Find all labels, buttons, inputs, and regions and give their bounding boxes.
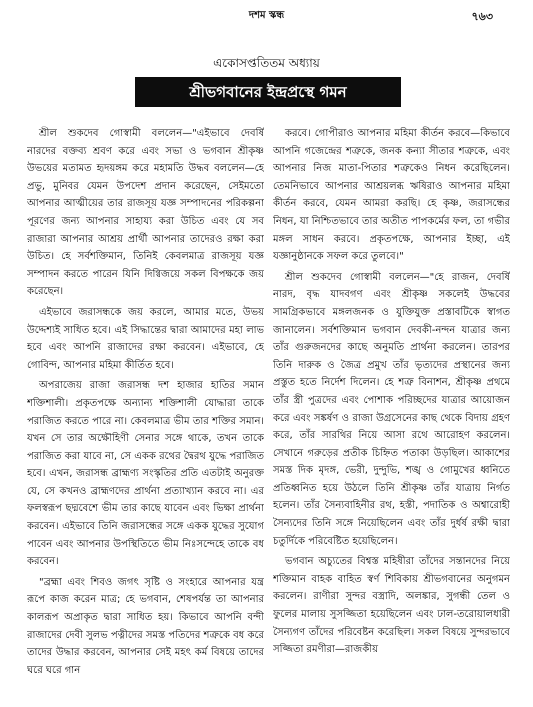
page-number: ৭৬৩ [471, 10, 493, 23]
left-column [27, 125, 264, 700]
left-paragraph: "ব্রহ্মা এবং শিবও জগৎ সৃষ্টি ও সংহারে আপনার যন্ত্র রূপে কাজ করেন মাত্র; হে ভগবান, শেষপর্যন্ত তা আপনার কালরূপ অপ্রাকৃত দ্বারা সাধিত হয়। কিভাবে আপনি বন্দী রাজাদের দেবী সুলভ পত্নীদের সমস্ত পতিদের শত্রুকে বধ করে তাদের উদ্ধার করবেন, আপনার সেই মহৎ কর্ম বিষয়ে তাদের ঘরে ঘরে গান [27, 576, 264, 676]
running-head [0, 8, 533, 24]
right-column [273, 125, 510, 700]
chapter-number: একোসপ্ততিতম অধ্যায় [213, 56, 320, 70]
right-paragraph: করবে। গোপীরাও আপনার মহিমা কীর্তন করবে—কিভাবে আপনি গজেন্দ্রের শত্রুকে, জনক কন্যা সীতার শত্রুকে, এবং আপনার নিজ মাতা-পিতার শত্রুকেও নিধন করেছিলেন। তেমনিভাবে আপনার আশ্রয়লব্ধ ঋষিরাও আপনার মহিমা কীর্তন করবে, যেমন আমরা করছি। হে কৃষ্ণ, জরাসন্ধের নিধন, যা নিশ্চিতভাবে তার অতীত পাপকর্মের ফল, তা গভীর মঙ্গল সাধন করবে। প্রকৃতপক্ষে, আপনার ইচ্ছা, এই যজ্ঞানুষ্ঠানকে সফল করে তুলবে।" [273, 128, 510, 263]
chapter-title: শ্রীভগবানের ইন্দ্রপ্রস্থে গমন [135, 77, 401, 107]
left-paragraph: শ্রীল শুকদেব গোস্বামী বললেন—"এইভাবে দেবর্ষি নারদের বক্তব্য শ্রবণ করে এবং সভা ও ভগবান শ্রীকৃষ্ণ উভয়ের মতামত হৃদয়ঙ্গম করে মহামতি উদ্ধব বললেন—হে প্রভু, মুনিবর যেমন উপদেশ প্রদান করেছেন, সেইমতো আপনার আত্মীয়ের তার রাজসূয় যজ্ঞ সম্পাদনের পরিকল্পনা পূরণের জন্য আপনার সাহায্য করা উচিত এবং যে সব রাজারা আপনার আশ্রয় প্রার্থী আপনার তাদেরও রক্ষা করা উচিত। হে সর্বশক্তিমান, তিনিই কেবলমাত্র রাজসূয় যজ্ঞ সম্পাদন করতে পারেন যিনি দিগ্বিজয়ে সকল বিপক্ষকে জয় করেছেন। [27, 128, 264, 298]
left-paragraph: অপরাজেয় রাজা জরাসন্ধ দশ হাজার হাতির সমান শক্তিশালী। প্রকৃতপক্ষে অন্যান্য শক্তিশালী যোদ্ধারা তাকে পরাজিত করতে পারে না। কেবলমাত্র ভীম তার শক্তির সমান। যখন সে তার অক্ষৌহিণী সেনার সঙ্গে থাকে, তখন তাকে পরাজিত করা যাবে না, সে একক রথের দ্বৈরথ যুদ্ধে পরাজিত হবে। এখন, জরাসন্ধ ব্রাহ্মণ্য সংস্কৃতির প্রতি এতটাই অনুরক্ত যে, সে কখনও ব্রাহ্মণদের প্রার্থনা প্রত্যাখ্যান করবে না। এর ফলস্বরূপ ছদ্মবেশে ভীম তার কাছে যাবেন এবং ভিক্ষা প্রার্থনা করবেন। এইভাবে তিনি জরাসন্ধের সঙ্গে একক যুদ্ধের সুযোগ পাবেন এবং আপনার উপস্থিতিতে ভীম নিঃসন্দেহে তাকে বধ করবেন। [27, 380, 264, 568]
right-paragraph: ভগবান অচ্যুতের বিশ্বস্ত মহিষীরা তাঁদের সন্তানদের নিয়ে শক্তিমান বাহক বাহিত স্বর্ণ শিবিকায় শ্রীভগবানের অনুগমন করলেন। রাণীরা সুন্দর বস্ত্রাদি, অলঙ্কার, সুগন্ধী তেল ও ফুলের মালায় সুসজ্জিতা হয়েছিলেন এবং ঢাল-তরোয়ালধারী সৈন্যগণ তাঁদের পরিবেষ্টন করেছিল। সকল বিষয়ে সুন্দরভাবে সজ্জিতা রমণীরা—রাজকীয় [273, 556, 510, 656]
running-title: দশম স্কন্ধ [248, 10, 285, 21]
right-paragraph: শ্রীল শুকদেব গোস্বামী বললেন—"হে রাজন, দেবর্ষি নারদ, বৃদ্ধ যাদবগণ এবং শ্রীকৃষ্ণ সকলেই উদ্ধবের সামগ্রিকভাবে মঙ্গলজনক ও যুক্তিযুক্ত প্রস্তাবটিকে স্বাগত জানালেন। সর্বশক্তিমান ভগবান দেবকী-নন্দন যাত্রার জন্য তাঁর গুরুজনদের কাছে অনুমতি প্রার্থনা করলেন। তারপর তিনি দারুক ও জৈত্র প্রমুখ তাঁর ভৃত্যদের প্রস্থানের জন্য প্রস্তুত হতে নির্দেশ দিলেন। হে শত্রু বিনাশন, শ্রীকৃষ্ণ প্রথমে তাঁর স্ত্রী পুত্রদের এবং পোশাক পরিচ্ছদের যাত্রার আয়োজন করে এবং সঙ্কর্ষণ ও রাজা উগ্রসেনের কাছ থেকে বিদায় গ্রহণ করে, তাঁর সারথির নিয়ে আসা রথে আরোহণ করলেন। সেখানে গরুড়ের প্রতীক চিহ্নিত পতাকা উড়ছিল। আকাশের সমস্ত দিক মৃদঙ্গ, ভেরী, দুন্দুভি, শঙ্খ ও গোমুখের ধ্বনিতে প্রতিধ্বনিত হয়ে উঠলে তিনি শ্রীকৃষ্ণ তাঁর যাত্রায় নির্গত হলেন। তাঁর সৈন্যবাহিনীর রথ, হস্তী, পদাতিক ও অশ্বারোহী সৈন্যদের তিনি সঙ্গে নিয়েছিলেন এবং তাঁর দুর্ধর্ষ রক্ষী দ্বারা চতুর্দিকে পরিবেষ্টিত হয়েছিলেন। [273, 271, 510, 547]
left-paragraph: এইভাবে জরাসন্ধকে জয় করলে, আমার মতে, উভয় উদ্দেশ্যই সাধিত হবে। এই সিদ্ধান্তের দ্বারা আমাদের মহা লাভ হবে এবং আপনি রাজাদের রক্ষা করবেন। এইভাবে, হে গোবিন্দ, আপনার মহিমা কীর্তিত হবে। [27, 306, 264, 371]
